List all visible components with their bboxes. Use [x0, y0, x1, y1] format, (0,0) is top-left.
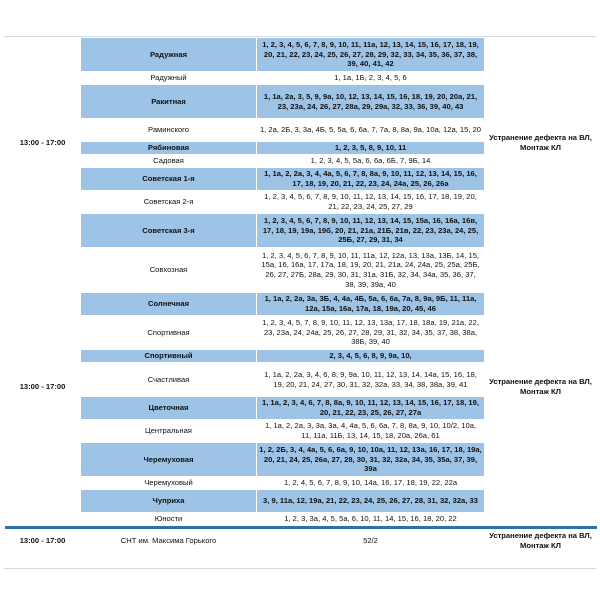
street-cell: Солнечная	[81, 293, 257, 316]
houses-cell: 1, 1а, 1Б, 2, 3, 4, 5, 6	[257, 72, 485, 85]
houses-cell: 1, 1а, 2, 3, 4, 6, 7, 8, 8а, 9, 10, 11, 12, 13, 14, 15, 16, 17, 18, 19, 20, 21, 22, 23, 25, 26, 27, 27а	[257, 397, 485, 420]
street-cell: Черемуховая	[81, 443, 257, 477]
table-row	[5, 248, 597, 293]
street-cell: Раминского	[81, 119, 257, 142]
houses-cell: 52/2	[257, 530, 485, 552]
street-cell: Советская 3-я	[81, 214, 257, 248]
time-cell: 13:00 - 17:00	[5, 530, 81, 552]
houses-cell: 1, 2, 3, 4, 5, 5а, 6, 6а, 6Б, 7, 9Б, 14	[257, 155, 485, 168]
table-row	[5, 38, 597, 72]
houses-cell: 1, 1а, 2а, 3, 5, 9, 9а, 10, 12, 13, 14, 15, 16, 18, 19, 20, 20а, 21, 23, 23а, 24, 26, 27, 28а, 29, 29а, 32, 33, 36, 39, 40, 43	[257, 85, 485, 119]
houses-cell: 1, 1а, 2, 2а, 3, 4, 4а, 5, 6, 7, 8, 8а, 9, 10, 11, 12, 13, 14, 15, 16, 17, 18, 19, 20, 21, 22, 23, 24, 24а, 25, 26, 26а	[257, 168, 485, 191]
street-cell: Юности	[81, 513, 257, 526]
street-cell: Чуприха	[81, 490, 257, 513]
street-cell: Советская 1-я	[81, 168, 257, 191]
houses-cell: 1, 2, 4, 5, 6, 7, 8, 9, 10, 14а, 16, 17, 18, 19, 22, 22а	[257, 477, 485, 490]
houses-cell: 1, 2, 3, 5, 8, 9, 10, 11	[257, 142, 485, 155]
street-cell: Рябиновая	[81, 142, 257, 155]
houses-cell: 1, 2а, 2Б, 3, 3а, 4Б, 5, 5а, 6, 6а, 7, 7а, 8, 8а, 9а, 10а, 12а, 15, 20	[257, 119, 485, 142]
street-cell: Садовая	[81, 155, 257, 168]
work-type-cell: Устранение дефекта на ВЛ, Монтаж КЛ	[485, 530, 597, 552]
street-cell: Центральная	[81, 420, 257, 443]
houses-cell: 1, 2, 3, 4, 5, 6, 7, 8, 9, 10, 11, 11а, 12, 13, 14, 15, 16, 17, 18, 19, 20, 21, 22, 23, 24, 25, 26, 27, 28, 29, 32, 33, 34, 35, 36, 37, 38, 39, 40, 41, 42	[257, 38, 485, 72]
houses-cell: 3, 9, 11а, 12, 19а, 21, 22, 23, 24, 25, 26, 27, 28, 31, 32, 32а, 33	[257, 490, 485, 513]
time-cell: 13:00 - 17:00	[5, 248, 81, 526]
work-type-cell: Устранение дефекта на ВЛ, Монтаж КЛ	[485, 248, 597, 526]
street-cell: Совхозная	[81, 248, 257, 293]
houses-cell: 1, 1а, 2, 2а, 3а, 3Б, 4, 4а, 4Б, 5а, 6, 6а, 7а, 8, 9а, 9Б, 11, 11а, 12а, 15а, 16а, 17а, 18, 19а, 20, 45, 46	[257, 293, 485, 316]
houses-cell: 1, 2, 2Б, 3, 4, 4а, 5, 6, 6а, 9, 10, 10а, 11, 12, 13а, 16, 17, 18, 19а, 20, 21, 24, 25, 26а, 27, 28, 30, 31, 32, 32а, 34, 35, 35а, 37, 39, 39а	[257, 443, 485, 477]
houses-cell: 2, 3, 4, 5, 6, 8, 9, 9а, 10,	[257, 350, 485, 363]
houses-cell: 1, 1а, 2, 2а, 3, 4, 6, 8, 9, 9а, 10, 11, 12, 13, 14, 14а, 15, 16, 18, 19, 20, 21, 24, 27, 30, 31, 32, 32а, 33, 34, 38, 38а, 39, 41	[257, 363, 485, 397]
street-cell: Черемуховый	[81, 477, 257, 490]
houses-cell: 1, 2, 3, 4, 5, 6, 7, 8, 9, 10, 11, 12, 13, 14, 15, 15а, 16, 16а, 16в, 17, 18, 19, 19а, 19б, 20, 21, 21а, 21Б, 21в, 22, 23, 23а, 24, 25, 25Б, 27, 29, 31, 34	[257, 214, 485, 248]
street-cell: Спортивный	[81, 350, 257, 363]
houses-cell: 1, 2, 3, 4, 5, 6, 7, 8, 9, 10, 11, 11а, 12, 12а, 13, 13а, 13Б, 14, 15, 15а, 16, 16а, 17, 17а, 18, 19, 20, 21, 21а, 24, 24а, 25, 25а, 25Б, 26, 27, 27Б, 28а, 29, 30, 31, 31а, 31Б, 32, 34, 34а, 35, 36, 37, 38, 39, 39а, 40	[257, 248, 485, 293]
street-cell: Счастливая	[81, 363, 257, 397]
street-cell: Радужный	[81, 72, 257, 85]
street-cell: Спортивная	[81, 316, 257, 350]
street-cell: Советская 2-я	[81, 191, 257, 214]
street-cell: Ракитная	[81, 85, 257, 119]
table-row	[5, 530, 597, 552]
street-cell: СНТ им. Максима Горького	[81, 530, 257, 552]
houses-cell: 1, 1а, 2, 2а, 3, 3а, 3а, 4, 4а, 5, 6, 6а, 7, 8, 8а, 9, 10, 10/2, 10а, 11, 11а, 11Б, 13, 14, 15, 18, 20а, 26а, 61	[257, 420, 485, 443]
houses-cell: 1, 2, 3, 4, 5, 7, 8, 9, 10, 11, 12, 13, 13а, 17, 18, 18а, 19, 21а, 22, 23, 23а, 24, 24а, 25, 26, 27, 28, 29, 31, 32, 34, 35, 37, 38, 38а, 38Б, 39, 40	[257, 316, 485, 350]
time-cell: 13:00 - 17:00	[5, 38, 81, 248]
work-type-cell: Устранение дефекта на ВЛ, Монтаж КЛ	[485, 38, 597, 248]
houses-cell: 1, 2, 3, 3а, 4, 5, 5а, 6, 10, 11, 14, 15, 16, 18, 20, 22	[257, 513, 485, 526]
street-cell: Радужная	[81, 38, 257, 72]
street-cell: Цветочная	[81, 397, 257, 420]
houses-cell: 1, 2, 3, 4, 5, 6, 7, 8, 9, 10, 11, 12, 13, 14, 15, 16, 17, 18, 19, 20, 21, 22, 23, 24, 25, 27, 29	[257, 191, 485, 214]
outage-schedule-table	[4, 37, 597, 552]
schedule-body	[5, 38, 597, 552]
table-bottom-border	[4, 568, 596, 569]
